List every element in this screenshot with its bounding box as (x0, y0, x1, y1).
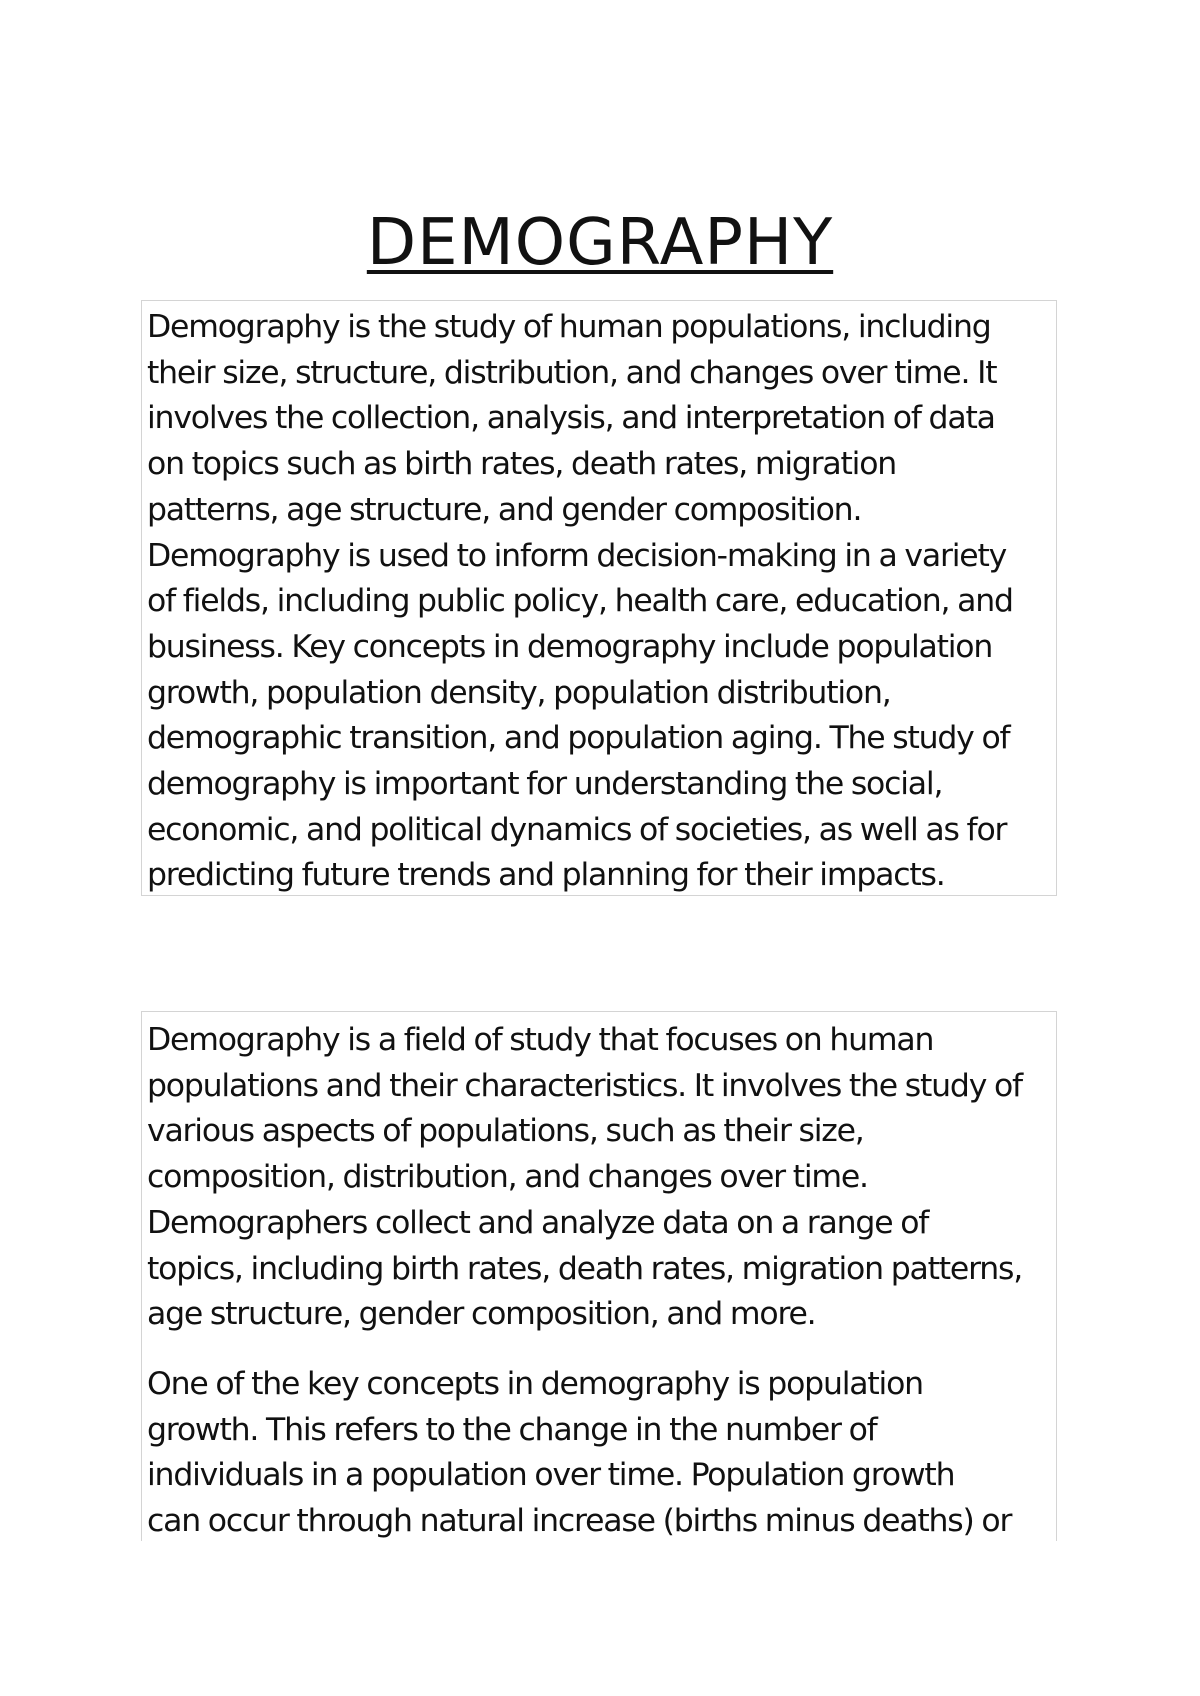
text-line: of fields, including public policy, health care, education, and (147, 583, 1013, 620)
text-box-1-paragraph (142, 301, 1056, 899)
text-line: Demography is used to inform decision-making in a variety (147, 537, 1007, 574)
text-line: individuals in a population over time. Population growth (147, 1457, 955, 1494)
text-line: on topics such as birth rates, death rates, migration (147, 446, 897, 483)
text-line: growth. This refers to the change in the number of (147, 1411, 877, 1448)
text-line: topics, including birth rates, death rates, migration patterns, (147, 1250, 1023, 1287)
text-box-2-paragraph-2 (142, 1362, 1056, 1541)
text-line: Demography is a field of study that focuses on human (147, 1022, 934, 1058)
text-line: age structure, gender composition, and more. (147, 1296, 816, 1333)
text-box-2 (141, 1011, 1057, 1541)
text-box-2-paragraph-1 (142, 1012, 1056, 1338)
text-box-1 (141, 300, 1057, 896)
text-line: involves the collection, analysis, and interpretation of data (147, 400, 995, 437)
text-line: predicting future trends and planning for their impacts. (147, 857, 945, 894)
text-line: their size, structure, distribution, and changes over time. It (147, 354, 997, 391)
text-line: demographic transition, and population aging. The study of (147, 720, 1010, 757)
text-line: One of the key concepts in demography is population (147, 1365, 923, 1402)
text-line: demography is important for understanding the social, (147, 766, 943, 803)
text-line: various aspects of populations, such as their size, (147, 1113, 864, 1150)
text-line: can occur through natural increase (births minus deaths) or (147, 1503, 1012, 1540)
document-title: DEMOGRAPHY (366, 206, 834, 280)
text-line: economic, and political dynamics of societies, as well as for (147, 811, 1007, 848)
text-line: business. Key concepts in demography include population (147, 628, 993, 665)
text-line: composition, distribution, and changes over time. (147, 1159, 868, 1196)
text-line: populations and their characteristics. It involves the study of (147, 1067, 1022, 1104)
document-title-wrapper (0, 205, 1200, 281)
text-line: growth, population density, population distribution, (147, 674, 891, 711)
text-line: Demographers collect and analyze data on a range of (147, 1204, 929, 1241)
text-line: Demography is the study of human populations, including (147, 309, 991, 345)
text-line: patterns, age structure, and gender composition. (147, 491, 862, 528)
